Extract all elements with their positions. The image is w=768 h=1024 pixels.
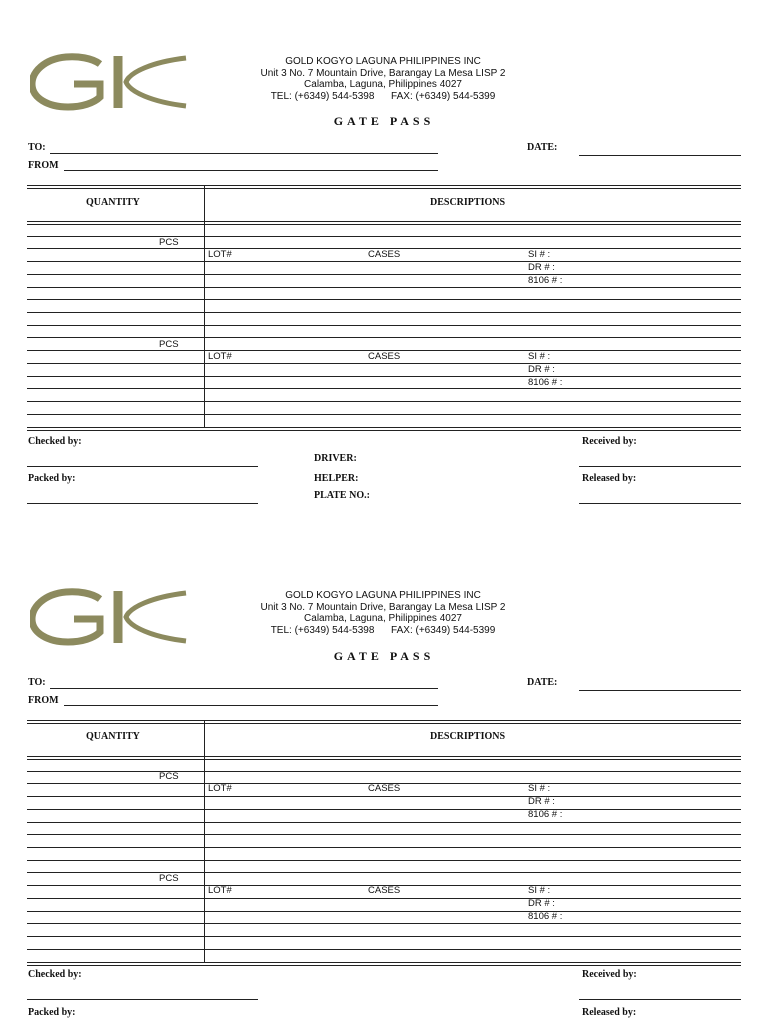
table-row	[27, 923, 741, 924]
table-row	[27, 337, 741, 338]
received-by-field[interactable]	[579, 466, 741, 467]
cases-label: CASES	[368, 885, 401, 896]
table-row	[27, 325, 741, 326]
lot-label: LOT#	[208, 885, 232, 896]
company-name: GOLD KOGYO LAGUNA PHILIPPINES INC	[285, 590, 481, 601]
header-bottom-rule	[27, 756, 741, 760]
table-row	[27, 376, 741, 377]
table-row	[27, 236, 741, 237]
dr-label: DR # :	[528, 796, 555, 807]
table-row	[27, 388, 741, 389]
dr-label: DR # :	[528, 364, 555, 375]
table-row	[27, 834, 741, 835]
lot-label: LOT#	[208, 249, 232, 260]
table-row	[27, 860, 741, 861]
table-row	[27, 771, 741, 772]
cases-label: CASES	[368, 249, 401, 260]
si-label: SI # :	[528, 885, 551, 896]
dr-label: DR # :	[528, 262, 555, 273]
table-row	[27, 796, 741, 797]
table-row	[27, 949, 741, 950]
pcs-label: PCS	[159, 237, 179, 248]
table-row	[27, 809, 741, 810]
released-by-label: Released by:	[582, 1007, 637, 1018]
table-top-rule	[27, 720, 741, 724]
table-row	[27, 414, 741, 415]
cases-label: CASES	[368, 783, 401, 794]
table-row	[27, 401, 741, 402]
table-row	[27, 287, 741, 288]
table-row	[27, 872, 741, 873]
from-field[interactable]	[64, 705, 438, 706]
table-top-rule	[27, 185, 741, 189]
table-row	[27, 363, 741, 364]
pcs-label: PCS	[159, 339, 179, 350]
to-label: TO:	[28, 677, 46, 688]
company-header	[230, 590, 536, 636]
company-address-line1: Unit 3 No. 7 Mountain Drive, Barangay La Mesa LISP 2	[260, 67, 506, 79]
checked-by-label: Checked by:	[28, 436, 82, 447]
quantity-header: QUANTITY	[86, 731, 140, 742]
form-title: GATE PASS	[333, 114, 435, 128]
descriptions-header: DESCRIPTIONS	[430, 731, 506, 742]
released-by-field[interactable]	[579, 503, 741, 504]
from-field[interactable]	[64, 170, 438, 171]
table-bottom-rule	[27, 427, 741, 431]
received-by-label: Received by:	[582, 436, 637, 447]
table-row	[27, 261, 741, 262]
table-row	[27, 898, 741, 899]
packed-by-field[interactable]	[27, 503, 258, 504]
form-title: GATE PASS	[333, 649, 435, 663]
pcs-label: PCS	[159, 771, 179, 782]
to-field[interactable]	[50, 153, 438, 154]
helper-label: HELPER:	[314, 473, 359, 484]
lot-label: LOT#	[208, 351, 232, 362]
no8106-label: 8106 # :	[528, 809, 563, 820]
si-label: SI # :	[528, 783, 551, 794]
company-header	[230, 56, 536, 102]
date-label: DATE:	[527, 677, 558, 688]
gk-logo-icon	[30, 52, 188, 112]
lot-label: LOT#	[208, 783, 232, 794]
date-field[interactable]	[579, 155, 741, 156]
table-row	[27, 299, 741, 300]
no8106-label: 8106 # :	[528, 275, 563, 286]
packed-by-label: Packed by:	[28, 1007, 76, 1018]
to-field[interactable]	[50, 688, 438, 689]
pcs-label: PCS	[159, 873, 179, 884]
checked-by-field[interactable]	[27, 999, 258, 1000]
company-name: GOLD KOGYO LAGUNA PHILIPPINES INC	[285, 56, 481, 67]
quantity-header: QUANTITY	[86, 197, 140, 208]
from-label: FROM	[28, 695, 59, 706]
checked-by-field[interactable]	[27, 466, 258, 467]
received-by-label: Received by:	[582, 969, 637, 980]
from-label: FROM	[28, 160, 59, 171]
company-address-line2: Calamba, Laguna, Philippines 4027	[304, 79, 462, 90]
si-label: SI # :	[528, 249, 551, 260]
packed-by-label: Packed by:	[28, 473, 76, 484]
table-row	[27, 312, 741, 313]
gate-pass-form-2	[0, 535, 768, 1024]
to-label: TO:	[28, 142, 46, 153]
checked-by-label: Checked by:	[28, 969, 82, 980]
company-contact: TEL: (+6349) 544-5398 FAX: (+6349) 544-5399	[270, 90, 496, 102]
si-label: SI # :	[528, 351, 551, 362]
company-address-line1: Unit 3 No. 7 Mountain Drive, Barangay La Mesa LISP 2	[260, 601, 506, 613]
date-label: DATE:	[527, 142, 558, 153]
no8106-label: 8106 # :	[528, 377, 563, 388]
table-row	[27, 911, 741, 912]
cases-label: CASES	[368, 351, 401, 362]
table-row	[27, 822, 741, 823]
company-address-line2: Calamba, Laguna, Philippines 4027	[304, 613, 462, 624]
descriptions-header: DESCRIPTIONS	[430, 197, 506, 208]
date-field[interactable]	[579, 690, 741, 691]
no8106-label: 8106 # :	[528, 911, 563, 922]
table-row	[27, 847, 741, 848]
table-row	[27, 274, 741, 275]
gate-pass-form-1	[0, 0, 768, 500]
dr-label: DR # :	[528, 898, 555, 909]
table-bottom-rule	[27, 962, 741, 966]
gk-logo-icon	[30, 587, 188, 647]
driver-label: DRIVER:	[314, 453, 357, 464]
released-by-label: Released by:	[582, 473, 637, 484]
table-row	[27, 936, 741, 937]
plate-no-label: PLATE NO.:	[314, 490, 370, 501]
received-by-field[interactable]	[579, 999, 741, 1000]
company-contact: TEL: (+6349) 544-5398 FAX: (+6349) 544-5399	[270, 624, 496, 636]
header-bottom-rule	[27, 221, 741, 225]
